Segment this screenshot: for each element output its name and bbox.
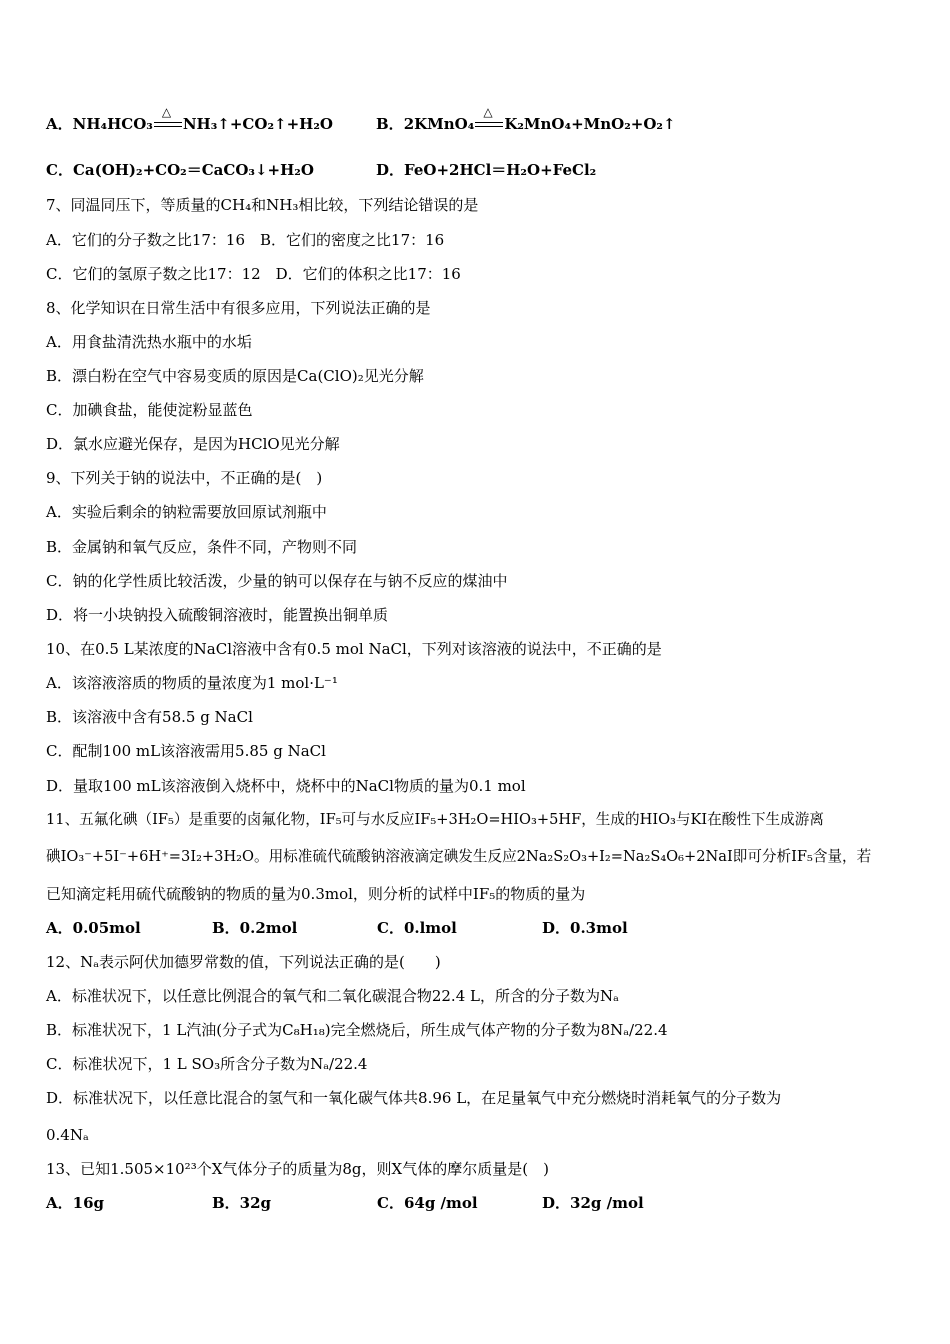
q9-option-b: B．金属钠和氧气反应，条件不同，产物则不同 (46, 538, 358, 556)
heat-triangle-icon: △ (161, 105, 172, 119)
q6-option-a: A．NH₄HCO₃ △ NH₃↑+CO₂↑+H₂O (46, 114, 333, 135)
q7-options-ab: A．它们的分子数之比17：16 B．它们的密度之比17：16 (46, 231, 445, 249)
q12-option-c: C．标准状况下，1 L SO₃所含分子数为Nₐ/22.4 (46, 1055, 368, 1073)
q12-option-d-line1: D．标准状况下，以任意比混合的氢气和一氧化碳气体共8.96 L，在足量氧气中充分燃烧时消耗氧气的分子数为 (46, 1089, 782, 1107)
q6-option-b: B．2KMnO₄ △ K₂MnO₄+MnO₂+O₂↑ (376, 114, 676, 135)
q11-stem-line3: 已知滴定耗用硫代硫酸钠的物质的量为0.3mol，则分析的试样中IF₅的物质的量为 (46, 885, 586, 903)
q11-stem-line1: 11、五氟化碘（IF₅）是重要的卤氟化物，IF₅可与水反应IF₅+3H₂O=HIO₃+5HF，生成的HIO₃与KI在酸性下生成游离 (46, 811, 824, 828)
q8-option-c: C．加碘食盐，能使淀粉显蓝色 (46, 401, 253, 419)
q13-stem: 13、已知1.505×10²³个X气体分子的质量为8g，则X气体的摩尔质量是( ) (46, 1160, 549, 1178)
q10-option-c: C．配制100 mL该溶液需用5.85 g NaCl (46, 742, 326, 760)
q13-option-b: B．32g (212, 1194, 272, 1212)
q8-option-b: B．漂白粉在空气中容易变质的原因是Ca(ClO)₂见光分解 (46, 367, 424, 385)
equals-heat-sign (153, 105, 183, 135)
equals-heat-sign (474, 105, 504, 135)
q11-option-c: C．0.lmol (377, 919, 457, 937)
q11-option-d: D．0.3mol (542, 919, 628, 937)
q9-option-d: D．将一小块钠投入硫酸铜溶液时，能置换出铜单质 (46, 606, 389, 624)
q11-option-b: B．0.2mol (212, 919, 298, 937)
q10-option-d: D．量取100 mL该溶液倒入烧杯中，烧杯中的NaCl物质的量为0.1 mol (46, 777, 526, 795)
q13-option-a: A．16g (46, 1194, 105, 1212)
q12-option-b: B．标准状况下，1 L汽油(分子式为C₈H₁₈)完全燃烧后，所生成气体产物的分子数为8Nₐ/22.4 (46, 1021, 668, 1039)
q7-options-cd: C．它们的氢原子数之比17：12 D．它们的体积之比17：16 (46, 265, 461, 283)
q10-option-a: A．该溶液溶质的物质的量浓度为1 mol·L⁻¹ (46, 674, 338, 692)
q10-stem: 10、在0.5 L某浓度的NaCl溶液中含有0.5 mol NaCl，下列对该溶液的说法中，不正确的是 (46, 640, 662, 658)
q8-option-d: D．氯水应避光保存，是因为HClO见光分解 (46, 435, 340, 453)
heat-triangle-icon: △ (483, 105, 493, 119)
q8-option-a: A．用食盐清洗热水瓶中的水垢 (46, 333, 252, 351)
q13-option-c: C．64g /mol (377, 1194, 478, 1212)
q11-stem-line2: 碘IO₃⁻+5I⁻+6H⁺=3I₂+3H₂O。用标准硫代硫酸钠溶液滴定碘发生反应2Na₂S₂O₃+I₂=Na₂S₄O₆+2NaI即可分析IF₅含量，若 (46, 848, 872, 865)
q9-option-a: A．实验后剩余的钠粒需要放回原试剂瓶中 (46, 503, 327, 521)
q13-option-d: D．32g /mol (542, 1194, 644, 1212)
q10-option-b: B．该溶液中含有58.5 g NaCl (46, 708, 253, 726)
q11-option-a: A．0.05mol (46, 919, 141, 937)
q6-option-d: D．FeO+2HCl＝H₂O+FeCl₂ (376, 161, 597, 179)
q9-stem: 9、下列关于钠的说法中，不正确的是( ) (46, 469, 323, 487)
q7-stem: 7、同温同压下，等质量的CH₄和NH₃相比较，下列结论错误的是 (46, 196, 479, 214)
q6-option-c: C．Ca(OH)₂+CO₂＝CaCO₃↓+H₂O (46, 161, 314, 179)
q12-stem: 12、Nₐ表示阿伏加德罗常数的值，下列说法正确的是( ) (46, 953, 441, 971)
q12-option-a: A．标准状况下，以任意比例混合的氧气和二氧化碳混合物22.4 L，所含的分子数为Nₐ (46, 987, 619, 1005)
q12-option-d-line2: 0.4Nₐ (46, 1126, 89, 1144)
q8-stem: 8、化学知识在日常生活中有很多应用，下列说法正确的是 (46, 299, 431, 317)
q9-option-c: C．钠的化学性质比较活泼，少量的钠可以保存在与钠不反应的煤油中 (46, 572, 508, 590)
